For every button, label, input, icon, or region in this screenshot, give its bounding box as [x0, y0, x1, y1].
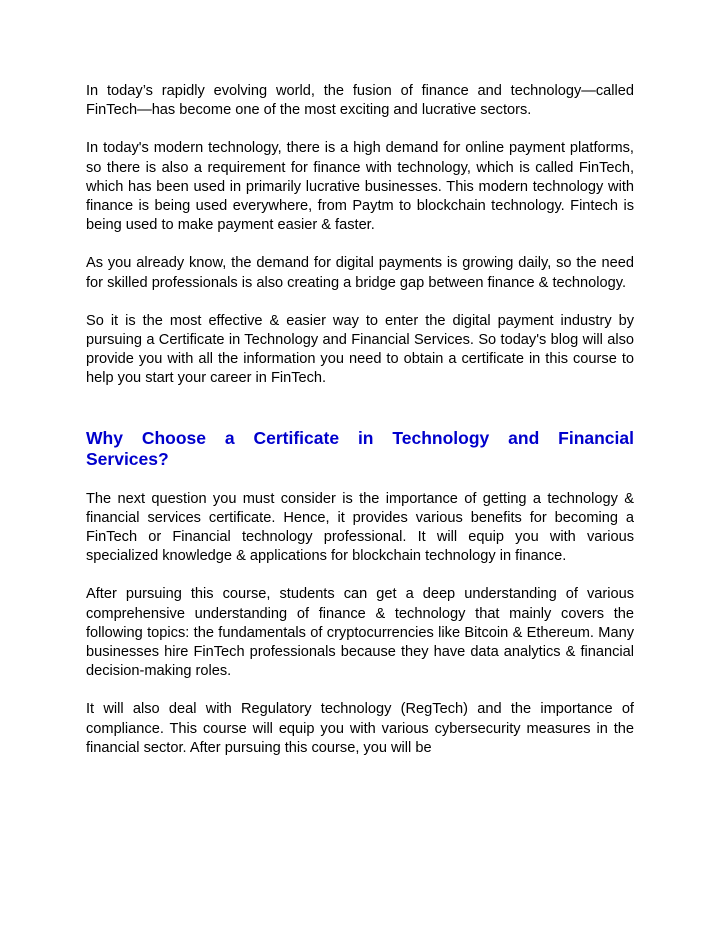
intro-paragraph-1: In today’s rapidly evolving world, the fusion of finance and technology—called FinTech—has become one of the most exciting and lucrative sectors. — [86, 83, 634, 119]
section-paragraph-3: It will also deal with Regulatory technology (RegTech) and the importance of compliance. This course will equip you with various cybersecurity measures in the financial sector. After pursuing this course, you will be — [86, 701, 634, 756]
document-page — [86, 82, 634, 777]
section-paragraph-1: The next question you must consider is the importance of getting a technology & financial services certificate. Hence, it provides various benefits for becoming a FinTech or Financial technology professional. It will equip you with various specialized knowledge & applications for blockchain technology in finance. — [86, 490, 634, 565]
section-heading: Why Choose a Certificate in Technology and Financial Services? — [86, 427, 634, 470]
section-paragraph-2: After pursuing this course, students can get a deep understanding of various comprehensive understanding of finance & technology that mainly covers the following topics: the fundamentals of cryptocurrencies like Bitcoin & Ethereum. Many businesses hire FinTech professionals because they have data analytics & financial decision-making roles. — [86, 586, 634, 680]
intro-paragraph-2: In today's modern technology, there is a high demand for online payment platforms, so there is also a requirement for finance with technology, which is called FinTech, which has been used in primarily lucrative businesses. This modern technology with finance is being used everywhere, from Paytm to blockchain technology. Fintech is being used to make payment easier & faster. — [86, 140, 634, 234]
intro-paragraph-4: So it is the most effective & easier way to enter the digital payment industry by pursuing a Certificate in Technology and Financial Services. So today's blog will also provide you with all the information you need to obtain a certificate in this course to help you start your career in FinTech. — [86, 312, 634, 387]
intro-paragraph-3: As you already know, the demand for digital payments is growing daily, so the need for skilled professionals is also creating a bridge gap between finance & technology. — [86, 255, 634, 291]
